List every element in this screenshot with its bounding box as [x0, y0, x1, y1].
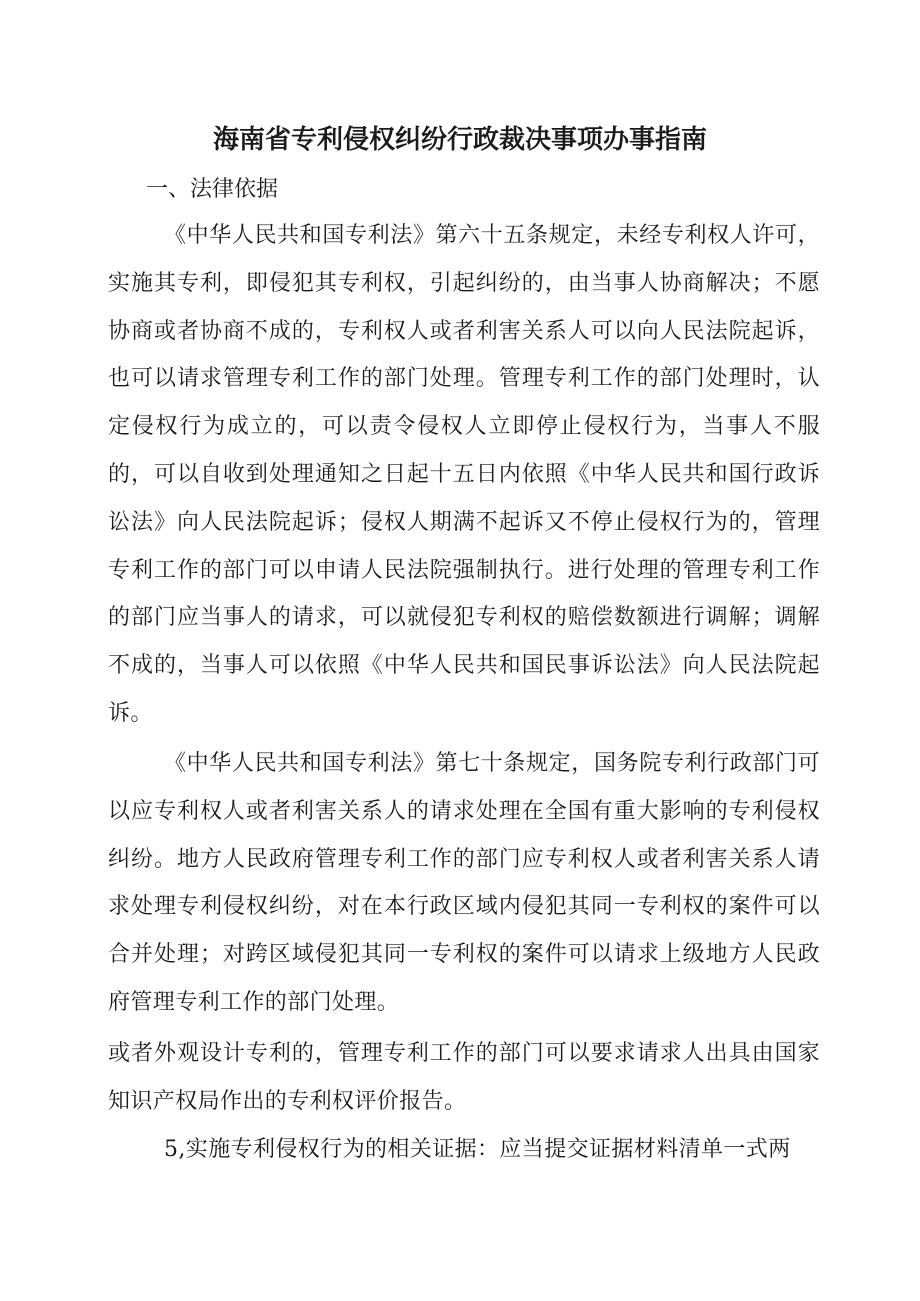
- document-title: 海南省专利侵权纠纷行政裁决事项办事指南: [212, 125, 707, 155]
- paragraph-article-65: 《中华人民共和国专利法》第六十五条规定，未经专利权人许可，实施其专利，即侵犯其专利权，引起纠纷的，由当事人协商解决；不愿协商或者协商不成的，专利权人或者利害关系人可以向人民法院起诉，也可以请求管理专利工作的部门处理。管理专利工作的部门处理时，认定侵权行为成立的，可以责令侵权人立即停止侵权行为，当事人不服的，可以自收到处理通知之日起十五日内依照《中华人民共和国行政诉讼法》向人民法院起诉；侵权人期满不起诉又不停止侵权行为的，管理专利工作的部门可以申请人民法院强制执行。进行处理的管理专利工作的部门应当事人的请求，可以就侵犯专利权的赔偿数额进行调解；调解不成的，当事人可以依照《中华人民共和国民事诉讼法》向人民法院起诉。: [108, 223, 820, 726]
- paragraph-evaluation-report: 或者外观设计专利的，管理专利工作的部门可以要求请求人出具由国家知识产权局作出的专利权评价报告。: [108, 1041, 820, 1114]
- paragraph-evidence-item-5: 5,实施专利侵权行为的相关证据：应当提交证据材料清单一式两: [164, 1137, 791, 1162]
- paragraph-article-70: 《中华人民共和国专利法》第七十条规定，国务院专利行政部门可以应专利权人或者利害关系人的请求处理在全国有重大影响的专利侵权纠纷。地方人民政府管理专利工作的部门应专利权人或者利害关系人请求处理专利侵权纠纷，对在本行政区域内侵犯其同一专利权的案件可以合并处理；对跨区域侵犯其同一专利权的案件可以请求上级地方人民政府管理专利工作的部门处理。: [108, 751, 820, 1015]
- section-heading-legal-basis: 一、法律依据: [146, 177, 279, 202]
